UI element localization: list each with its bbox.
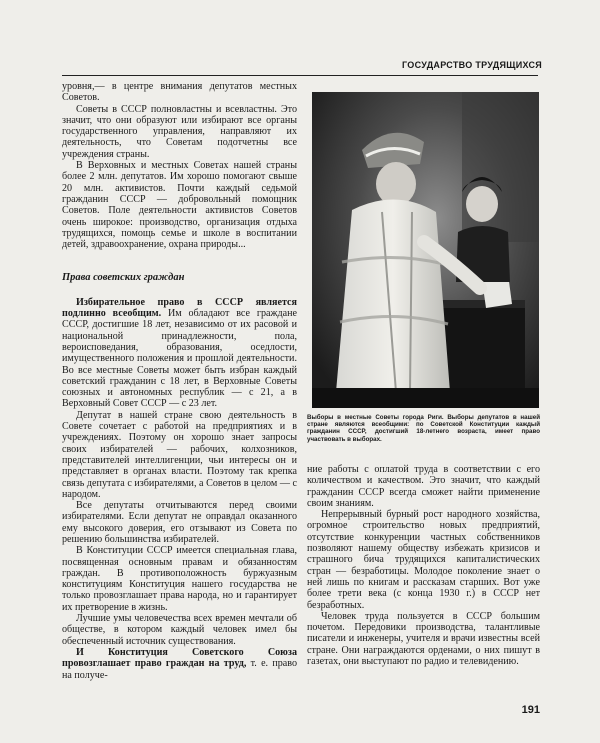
- election-photo: [312, 92, 539, 408]
- paragraph: Непрерывный бурный рост народного хозяйства, огромное строительство новых предприятий, отсутствие конкуренции частных собственников позволяют нашему обществу избежать кризисов и страшного бича трудящихся капиталистических стран — безработицы. Молодое поколение знает о ней лишь по книгам и рассказам старших. Вот уже более трети века (с конца 1930 г.) в СССР нет безработных.: [307, 509, 540, 611]
- bold-lead: Избирательное право в СССР является подлинно всеобщим.: [62, 296, 297, 320]
- paragraph: В Верховных и местных Советах нашей страны более 2 млн. депутатов. Им хорошо помогают свыше 20 млн. активистов. Почти каждый седьмой гражданин СССР — добровольный помощник Советов. Поле деятельности активистов Советов очень широкое: производство, организация отдыха трудящихся, помощь семье и школе в воспитании детей, здравоохранение, охрана природы...: [62, 160, 297, 251]
- page-number: 191: [521, 704, 540, 716]
- header-rule: [62, 75, 538, 76]
- paragraph: Человек труда пользуется в СССР большим почетом. Передовики производства, талантливые писатели и инженеры, учителя и врачи известны всей стране. Они награждаются орденами, о них пишут в газетах, они выступают по радио и телевидению.: [307, 610, 540, 668]
- paragraph: Все депутаты отчитываются перед своими избирателями. Если депутат не оправдал оказанного ему высокого доверия, его отзывают из Совета по решению большинства избирателей.: [62, 500, 297, 545]
- paragraph: [62, 647, 297, 681]
- section-heading: Права советских граждан: [62, 272, 185, 284]
- paragraph: Лучшие умы человечества всех времен мечтали об обществе, в котором каждый человек имел бы обеспеченный источник существования.: [62, 613, 297, 647]
- bold-lead: И Конституция Советского Союза провозглашает право граждан на труд,: [62, 646, 297, 670]
- paragraph: Советы в СССР полновластны и всевластны. Это значит, что они образуют или избирают все органы государственного управления, направляют их деятельность, что Советам подотчетны все учреждения страны.: [62, 103, 297, 160]
- left-text-column: [62, 81, 297, 681]
- paragraph-text: Им обладают все граждане СССР, достигшие 18 лет, независимо от их расовой и национальной принадлежности, пола, вероисповедания, образования, оседлости, имущественного положения и прошлой деятельности. Во все местные Советы может быть избран каждый советский гражданин с 18 лет, в Верховные Советы союзных и автономных республик — с 21, а в Верховный Совет СССР — с 23 лет.: [62, 308, 297, 410]
- paragraph: ние работы с оплатой труда в соответствии с его количеством и качеством. Это значит, что каждый гражданин СССР всегда сможет найти применение своим знаниям.: [307, 464, 540, 509]
- right-text-column: [307, 464, 540, 667]
- paragraph: [62, 297, 297, 410]
- photo-illustration: [312, 92, 539, 408]
- photo-caption: Выборы в местные Советы города Риги. Выборы депутатов в нашей стране являются всеобщими: по Советской Конституции каждый гражданин СССР, достигший 18-летнего возраста, имеет право участвовать в выборах.: [307, 414, 540, 443]
- paragraph: Депутат в нашей стране свою деятельность в Совете сочетает с работой на предприятиях и в учреждениях. Поэтому он хорошо знает запросы своих избирателей — рабочих, колхозников, представителей интеллигенции, чьи интересы он и представляет в органах власти. Поэтому так крепка связь депутата с избирателями, а Советов в целом — с народом.: [62, 409, 297, 500]
- paragraph-text: т. е. право на получе-: [62, 658, 298, 681]
- paragraph: В Конституции СССР имеется специальная глава, посвященная основным правам и обязанностям граждан. В противоположность буржуазным конституциям Конституция нашего государства не только провозглашает права народа, но и гарантирует их претворение в жизнь.: [62, 545, 297, 613]
- running-head: ГОСУДАРСТВО ТРУДЯЩИХСЯ: [402, 60, 543, 70]
- paragraph: уровня,— в центре внимания депутатов местных Советов.: [62, 81, 297, 104]
